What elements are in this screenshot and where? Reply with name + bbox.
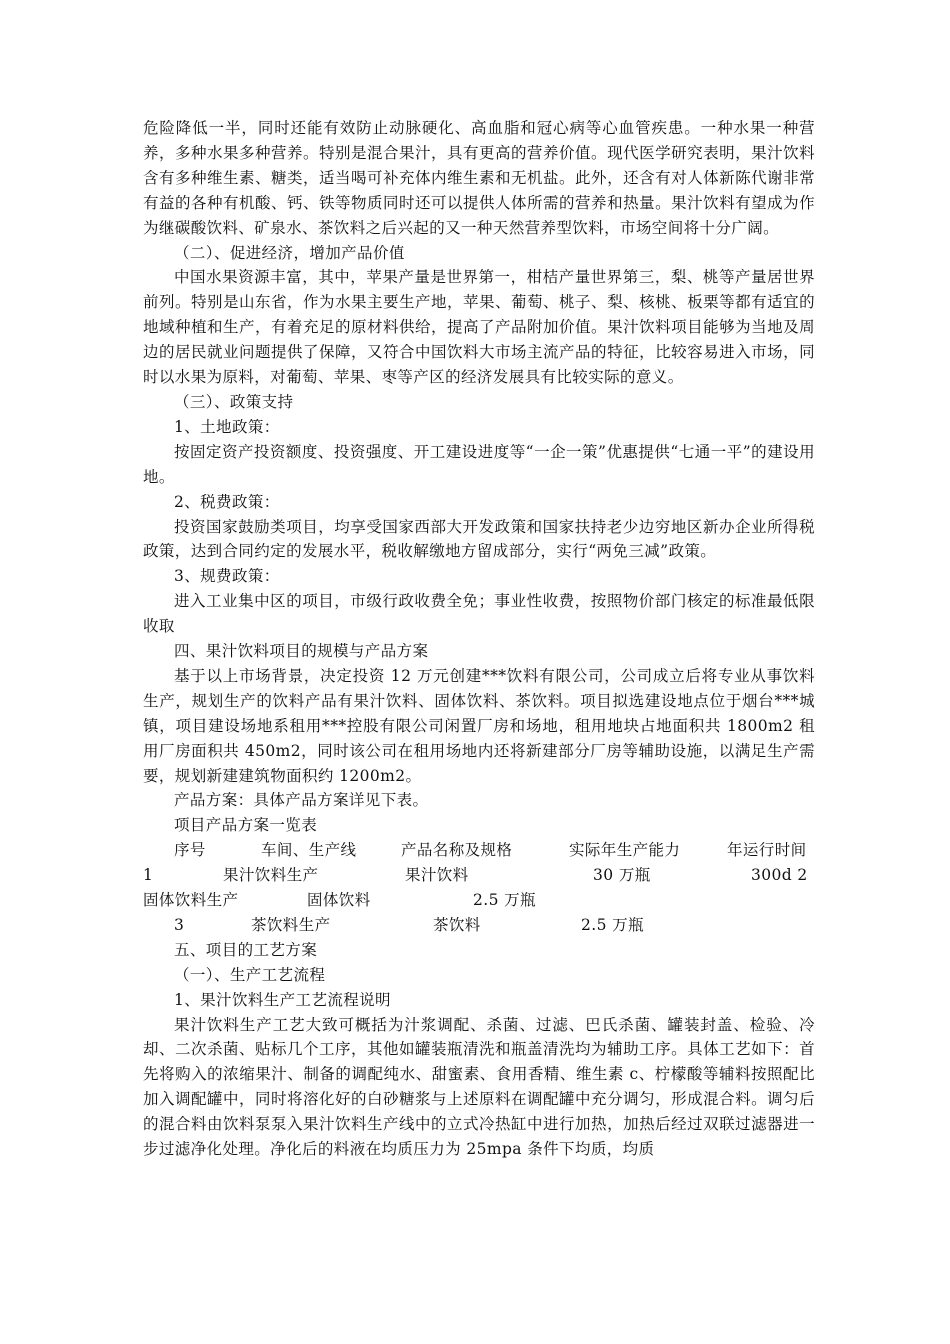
paragraph-health-benefits: 危险降低一半，同时还能有效防止动脉硬化、高血脂和冠心病等心血管疾患。一种水果一种营养，多种水果多种营养。特别是混合果汁，具有更高的营养价值。现代医学研究表明，果汁饮料含有多种维生素、糖类，适当喝可补充体内维生素和无机盐。此外，还含有对人体新陈代谢非常有益的各种有机酸、钙、铁等物质同时还可以提供人体所需的营养和热量。果汁饮料有望成为作为继碳酸饮料、矿泉水、茶饮料之后兴起的又一种天然营养型饮料，市场空间将十分广阔。 [143,119,815,237]
heading-fee-policy: 3、规费政策： [174,567,280,586]
heading-land-policy: 1、土地政策： [174,417,280,436]
table-cell: 果汁饮料生产 [223,866,319,885]
table-cell: 2.5 万瓶 [473,891,536,910]
heading-tax-policy: 2、税费政策： [174,492,280,511]
table-header-cell: 序号 [174,841,206,860]
table-title: 项目产品方案一览表 [174,816,318,835]
table-cell: 茶饮料 [433,915,481,934]
document-body [143,116,815,1162]
heading-juice-process: 1、果汁饮料生产工艺流程说明 [174,990,391,1009]
heading-process-plan: 五、项目的工艺方案 [174,940,318,959]
paragraph-juice-process: 果汁饮料生产工艺大致可概括为汁浆调配、杀菌、过滤、巴氏杀菌、罐装封盖、检验、冷却、二次杀菌、贴标几个工序，其他如罐装瓶清洗和瓶盖清洗均为辅助工序。具体工艺如下：首先将购入的浓缩果汁、制备的调配纯水、甜蜜素、食用香精、维生素 c、柠檬酸等辅料按照配比加入调配罐中，同时将溶化好的白砂糖浆与上述原料在调配罐中充分调匀，形成混合料。调匀后的混合料由饮料泵泵入果汁饮料生产线中的立式冷热缸中进行加热，加热后经过双联过滤器进一步过滤净化处理。净化后的料液在均质压力为 25mpa 条件下均质，均质 [143,1015,815,1159]
paragraph-tax-policy: 投资国家鼓励类项目，均享受国家西部大开发政策和国家扶持老少边穷地区新办企业所得税政策，达到合同约定的发展水平，税收解缴地方留成部分，实行“两免三减”政策。 [143,517,815,561]
table-header-cell: 年运行时间 [727,841,807,860]
table-cell: 果汁饮料 [405,866,469,885]
table-cell: 30 万瓶 [593,866,651,885]
table-cell: 茶饮料生产 [251,915,331,934]
table-header-cell: 产品名称及规格 [401,841,513,860]
heading-policy-support: （三）、政策支持 [174,392,294,411]
table-cell: 固体饮料生产 [143,891,239,910]
paragraph-product-plan: 产品方案：具体产品方案详见下表。 [174,791,429,810]
paragraph-fruit-resources: 中国水果资源丰富，其中，苹果产量是世界第一，柑桔产量世界第三，梨、桃等产量居世界前列。特别是山东省，作为水果主要生产地，苹果、葡萄、桃子、梨、核桃、板栗等都有适宜的地域种植和生产，有着充足的原材料供给，提高了产品附加价值。果汁饮料项目能够为当地及周边的居民就业问题提供了保障，又符合中国饮料大市场主流产品的特征，比较容易进入市场，同时以水果为原料，对葡萄、苹果、枣等产区的经济发展具有比较实际的意义。 [143,268,815,387]
table-header-cell: 实际年生产能力 [569,841,681,860]
table-cell: 300d 2 [751,866,808,885]
table-cell: 1 [143,866,154,885]
table-cell: 3 [174,915,185,934]
paragraph-market-background: 基于以上市场背景，决定投资 12 万元创建***饮料有限公司，公司成立后将专业从事饮料生产，规划生产的饮料产品有果汁饮料、固体饮料、茶饮料。项目拟选建设地点位于烟台***城镇，项目建设场地系租用***控股有限公司闲置厂房和场地，租用地块占地面积共 1800m2 租用厂房面积共 450m2，同时该公司在租用场地内还将新建部分厂房等辅助设施，以满足生产需要，规划新建建筑物面积约 1200m2。 [143,666,815,785]
paragraph-land-policy: 按固定资产投资额度、投资强度、开工建设进度等“一企一策”优惠提供“七通一平”的建设用地。 [143,442,815,486]
table-row [143,863,815,888]
table-header-row [143,838,815,863]
table-row [143,888,815,913]
table-row [143,913,815,938]
heading-promote-economy: （二）、促进经济，增加产品价值 [174,243,405,262]
table-cell: 2.5 万瓶 [581,915,644,934]
paragraph-fee-policy: 进入工业集中区的项目，市级行政收费全免；事业性收费，按照物价部门核定的标准最低限收取 [143,592,815,636]
heading-production-flow: （一）、生产工艺流程 [174,965,326,984]
table-cell: 固体饮料 [307,891,371,910]
heading-scale-and-products: 四、果汁饮料项目的规模与产品方案 [174,642,429,661]
table-header-cell: 车间、生产线 [261,841,357,860]
